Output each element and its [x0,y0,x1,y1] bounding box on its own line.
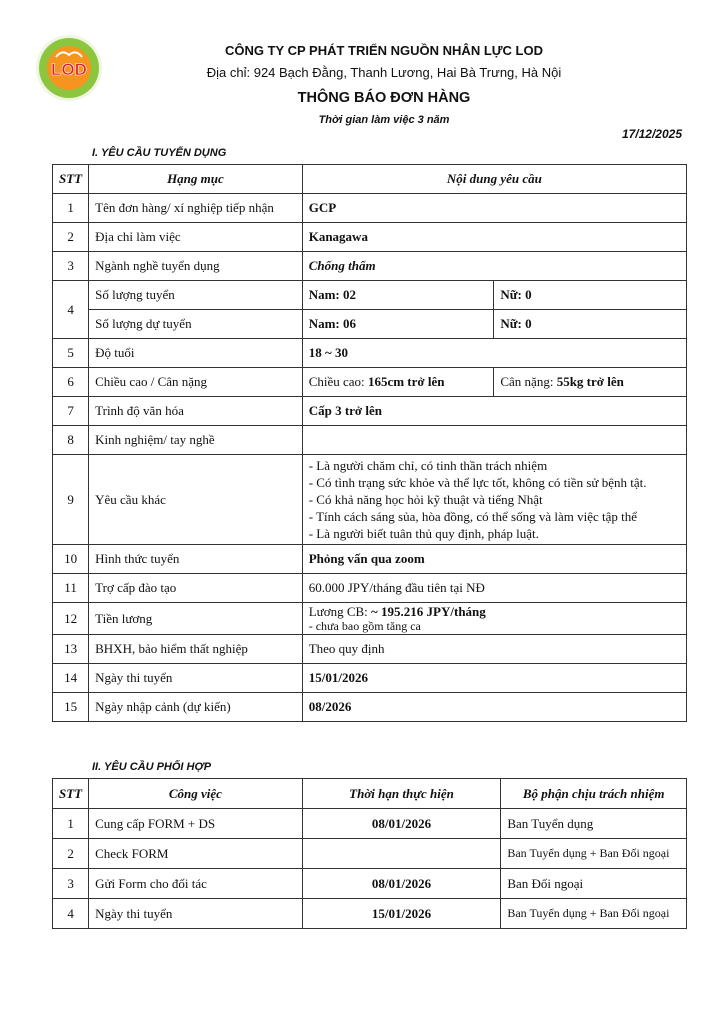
header-stt: STT [53,165,89,194]
logo-text: LOD [51,60,87,79]
other-requirements [302,455,686,545]
table-row: 15 Ngày nhập cảnh (dự kiến) 08/2026 [53,693,687,722]
requirement-line: - Có khả năng học hỏi kỹ thuật và tiếng Nhật [308,492,543,507]
recruit-method-value: Phỏng vấn qua zoom [302,545,686,574]
table-row: 2 Địa chỉ làm việc Kanagawa [53,223,687,252]
height-value: Chiều cao: 165cm trở lên [302,368,494,397]
recruitment-requirements-table [52,164,687,722]
table-row: 4 Số lượng tuyển Nam: 02 Nữ: 0 [53,281,687,310]
coordination-table [52,778,687,929]
document-title: THÔNG BÁO ĐƠN HÀNG [297,90,471,106]
salary-value: Lương CB: ~ 195.216 JPY/tháng - chưa bao gồm tăng ca [302,603,686,635]
company-logo [34,33,104,103]
section1-heading: I. YÊU CẦU TUYỂN DỤNG [92,147,227,159]
table-row: 6 Chiều cao / Cân nặng Chiều cao: 165cm trở lên Cân nặng: 55kg trở lên [53,368,687,397]
education-value: Cấp 3 trở lên [302,397,686,426]
table-row: 9 Yêu cầu khác - Là người chăm chỉ, có tinh thần trách nhiệm - Có tình trạng sức khỏe và thể lực tốt, không có tiền sử bệnh tật. - Có khả năng học hỏi kỹ thuật và tiếng Nhật - Tính cách sáng sủa, hòa đồng, có thể sống và làm việc tập thể - Là người biết tuân thủ quy định, pháp luật. [53,455,687,545]
requirement-line: - Là người biết tuân thủ quy định, pháp luật. [308,526,539,541]
salary-note: - chưa bao gồm tăng ca [308,619,421,633]
header-item: Hạng mục [89,165,303,194]
table-row: Số lượng dự tuyển Nam: 06 Nữ: 0 [53,310,687,339]
table-row: 13 BHXH, bảo hiểm thất nghiệp Theo quy định [53,635,687,664]
recruit-male: Nam: 02 [302,281,494,310]
insurance-value: Theo quy định [302,635,686,664]
table-header-row [53,779,687,809]
requirement-line: - Là người chăm chỉ, có tinh thần trách nhiệm [308,458,548,473]
table-header-row [53,165,687,194]
exam-date-value: 15/01/2026 [302,664,686,693]
document-subtitle: Thời gian làm việc 3 năm [318,114,450,126]
table-row: 8 Kinh nghiệm/ tay nghề [53,426,687,455]
table-row: 3 Ngành nghề tuyển dụng Chống thấm [53,252,687,281]
entry-date-value: 08/2026 [302,693,686,722]
table-row: 1 Tên đơn hàng/ xí nghiệp tiếp nhận GCP [53,194,687,223]
table-row: 5 Độ tuổi 18 ~ 30 [53,339,687,368]
experience-value [302,426,686,455]
candidate-male: Nam: 06 [302,310,494,339]
header-task: Công việc [89,779,303,809]
order-name-value: GCP [302,194,686,223]
age-value: 18 ~ 30 [302,339,686,368]
requirement-line: - Có tình trạng sức khỏe và thể lực tốt, không có tiền sử bệnh tật. [308,475,647,490]
document-date: 17/12/2025 [621,127,682,141]
company-name: CÔNG TY CP PHÁT TRIỂN NGUỒN NHÂN LỰC LOD [225,43,543,58]
industry-value: Chống thấm [302,252,686,281]
header-stt: STT [53,779,89,809]
header-content: Nội dung yêu cầu [302,165,686,194]
training-allowance-value: 60.000 JPY/tháng đầu tiên tại NĐ [302,574,686,603]
table-row: 4 Ngày thi tuyển 15/01/2026 Ban Tuyển dụng + Ban Đối ngoại [53,899,687,929]
table-row: 14 Ngày thi tuyển 15/01/2026 [53,664,687,693]
document-header [110,40,658,130]
table-row: 1 Cung cấp FORM + DS 08/01/2026 Ban Tuyển dụng [53,809,687,839]
table-row: 7 Trình độ văn hóa Cấp 3 trở lên [53,397,687,426]
table-row: 3 Gửi Form cho đối tác 08/01/2026 Ban Đối ngoại [53,869,687,899]
section2-heading: II. YÊU CẦU PHỐI HỢP [92,761,212,773]
table-row: 12 Tiền lương Lương CB: ~ 195.216 JPY/tháng - chưa bao gồm tăng ca [53,603,687,635]
header-dept: Bộ phận chịu trách nhiệm [501,779,687,809]
table-row: 10 Hình thức tuyển Phỏng vấn qua zoom [53,545,687,574]
company-address: Địa chỉ: 924 Bạch Đằng, Thanh Lương, Hai Bà Trưng, Hà Nội [206,65,562,80]
header-deadline: Thời hạn thực hiện [302,779,501,809]
work-address-value: Kanagawa [302,223,686,252]
weight-value: Cân nặng: 55kg trở lên [494,368,687,397]
candidate-female: Nữ: 0 [494,310,687,339]
table-row: 11 Trợ cấp đào tạo 60.000 JPY/tháng đầu tiên tại NĐ [53,574,687,603]
requirement-line: - Tính cách sáng sủa, hòa đồng, có thể sống và làm việc tập thể [308,509,637,524]
table-row: 2 Check FORM Ban Tuyển dụng + Ban Đối ngoại [53,839,687,869]
recruit-female: Nữ: 0 [494,281,687,310]
